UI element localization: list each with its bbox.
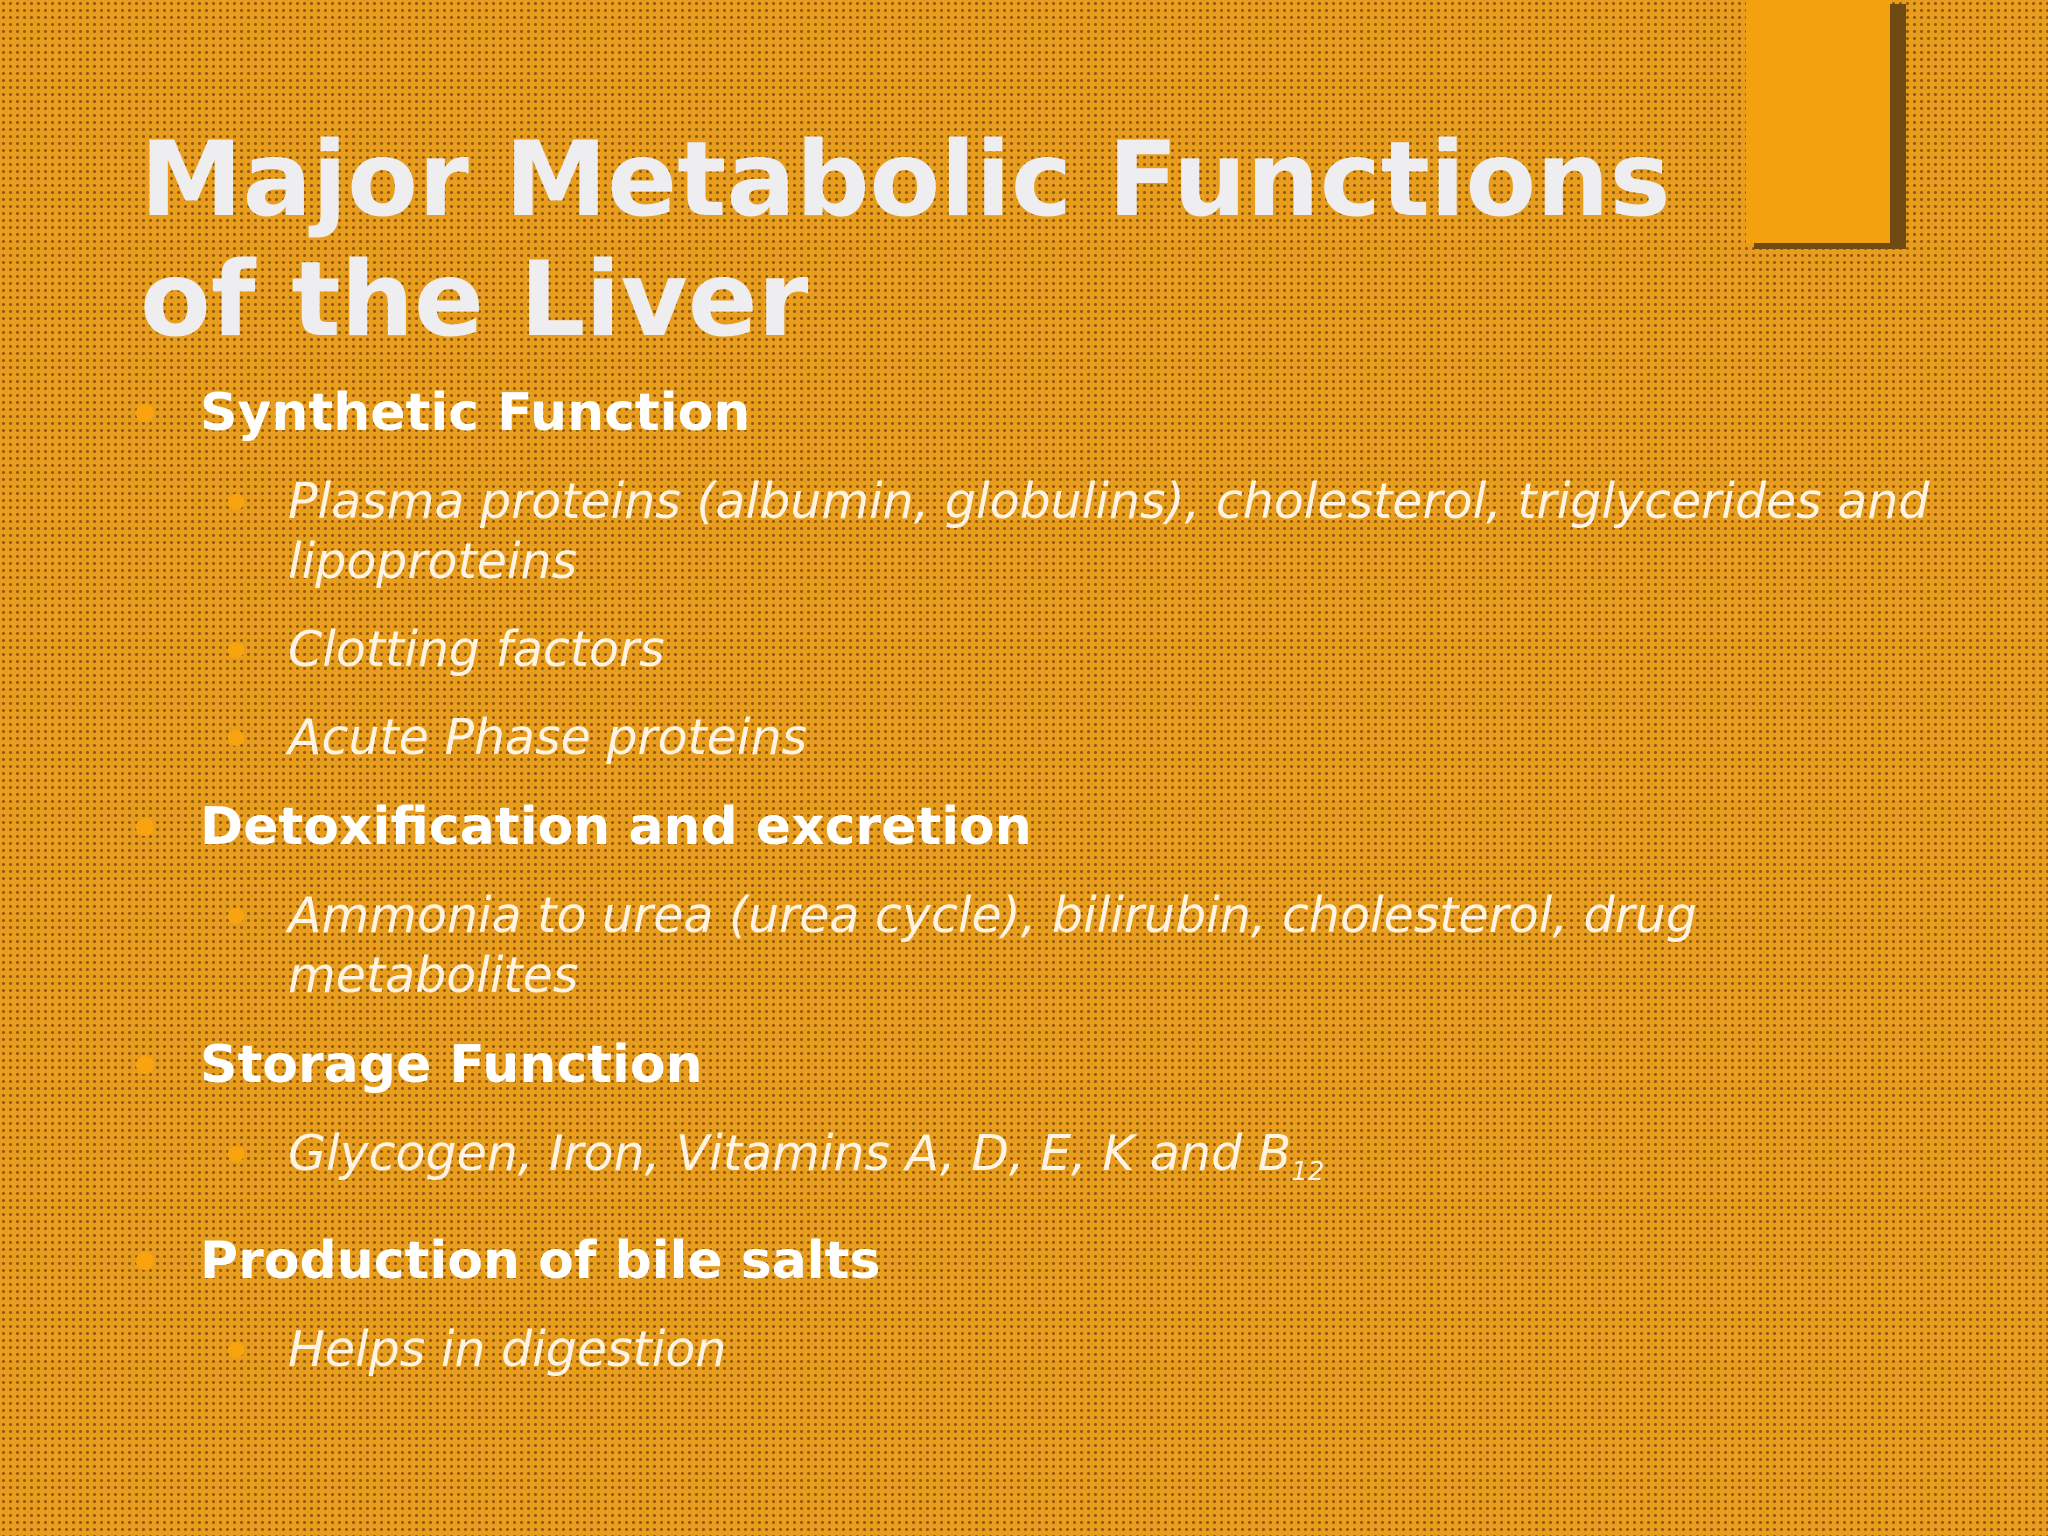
slide-title: Major Metabolic Functions of the Liver (140, 120, 1671, 360)
slide-content (130, 382, 1930, 1408)
bullet-dot-icon (136, 818, 154, 836)
bullet-dot-icon (136, 404, 154, 422)
sub-bullet-text: Helps in digestion (288, 1321, 727, 1378)
sub-bullet-clotting-factors (130, 620, 1930, 680)
bullet-dot-icon (228, 730, 244, 746)
sub-bullet-ammonia-urea (130, 886, 1930, 1006)
decorative-accent-block (1746, 0, 1890, 243)
sub-bullet-plasma-proteins (130, 472, 1930, 592)
section-heading: Detoxification and excretion (200, 797, 1032, 857)
sub-bullet-text: Acute Phase proteins (288, 709, 808, 766)
bullet-dot-icon (228, 908, 244, 924)
section-heading: Synthetic Function (200, 383, 751, 443)
bullet-dot-icon (228, 1146, 244, 1162)
bullet-dot-icon (136, 1252, 154, 1270)
bullet-detoxification (130, 796, 1930, 858)
sub-bullet-text: Glycogen, Iron, Vitamins A, D, E, K and B (288, 1125, 1292, 1182)
bullet-dot-icon (228, 642, 244, 658)
section-heading: Production of bile salts (200, 1231, 881, 1291)
sub-bullet-acute-phase (130, 708, 1930, 768)
sub-bullet-text: Plasma proteins (albumin, globulins), cholesterol, triglycerides and lipoproteins (288, 473, 1930, 590)
bullet-bile-salts (130, 1230, 1930, 1292)
sub-bullet-text: Clotting factors (288, 621, 665, 678)
sub-bullet-digestion (130, 1320, 1930, 1380)
bullet-synthetic-function (130, 382, 1930, 444)
vitamin-b12-subscript: 12 (1291, 1157, 1325, 1187)
bullet-dot-icon (228, 494, 244, 510)
bullet-storage-function (130, 1034, 1930, 1096)
bullet-dot-icon (228, 1342, 244, 1358)
sub-bullet-text: Ammonia to urea (urea cycle), bilirubin, cholesterol, drug metabolites (288, 887, 1697, 1004)
sub-bullet-glycogen-iron-vitamins (130, 1124, 1930, 1202)
section-heading: Storage Function (200, 1035, 703, 1095)
bullet-dot-icon (136, 1056, 154, 1074)
